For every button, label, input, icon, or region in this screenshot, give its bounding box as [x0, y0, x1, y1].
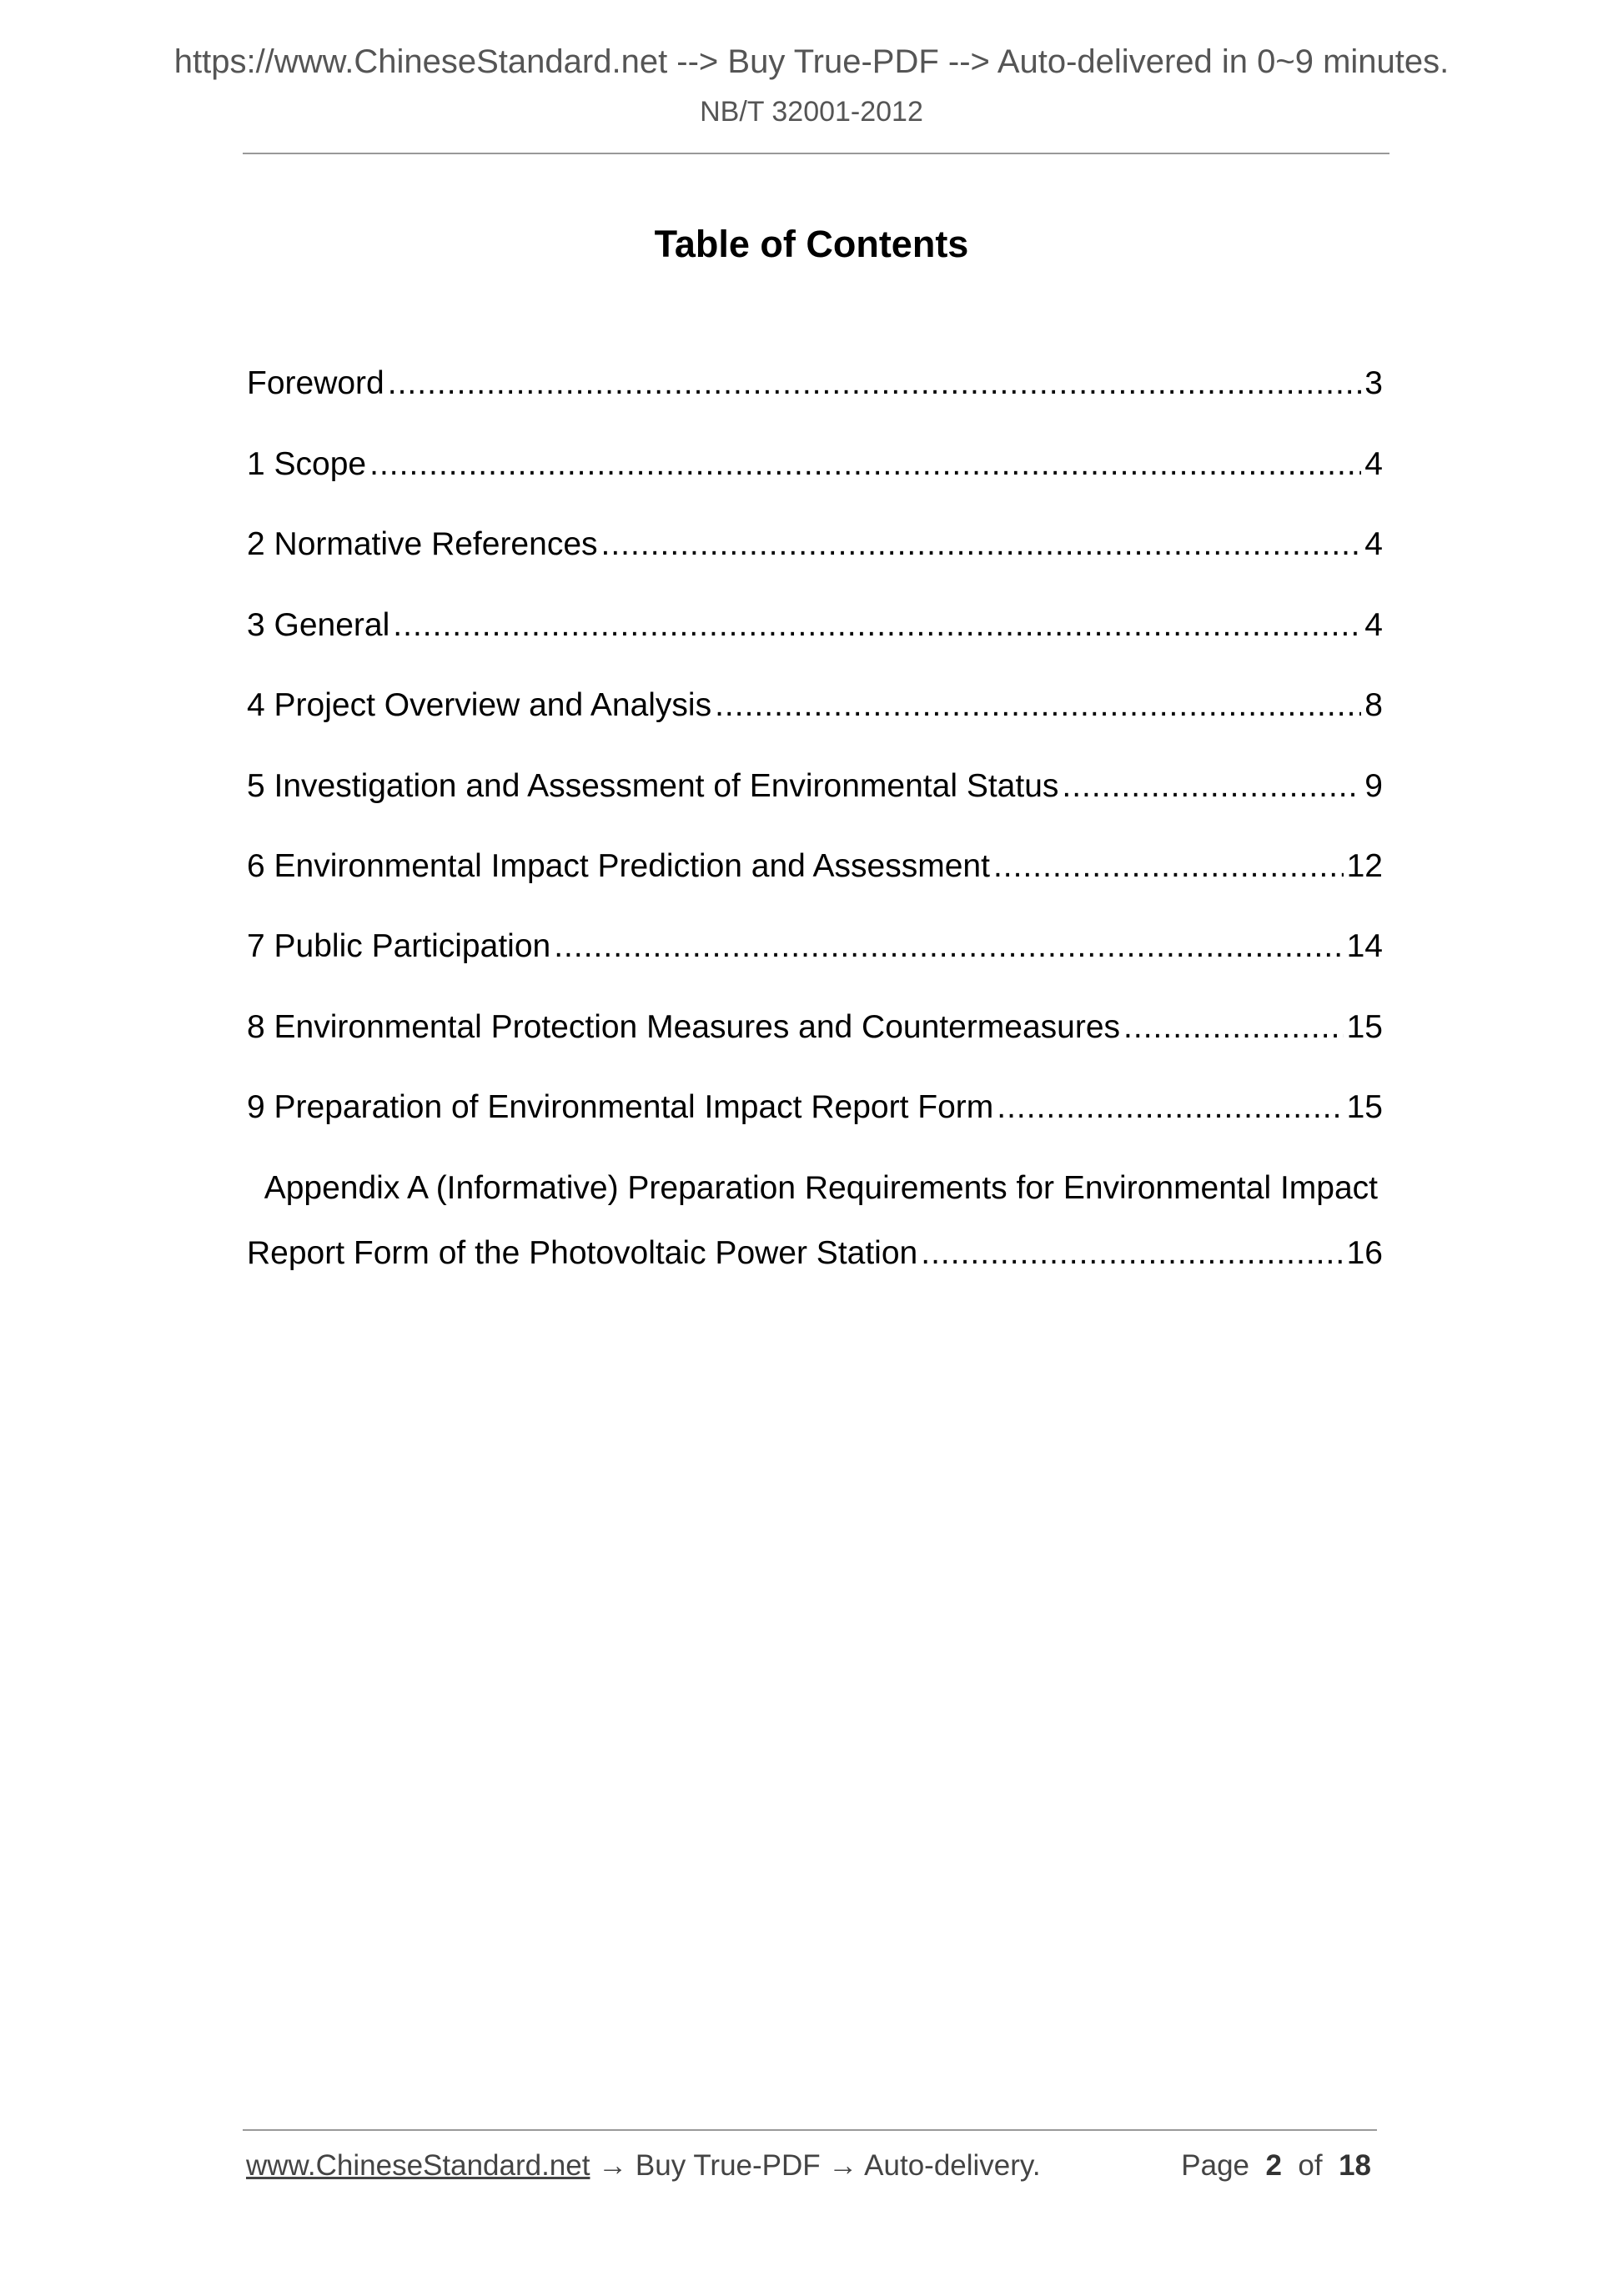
toc-entry-project-overview[interactable] [247, 685, 1383, 726]
dot-leader [715, 685, 1361, 726]
toc-entry-label: 6 Environmental Impact Prediction and Assessment [247, 848, 990, 884]
toc-entry-page: 4 [1364, 446, 1383, 482]
toc-entry-label: 7 Public Participation [247, 928, 551, 964]
toc-entry-appendix-a[interactable] [247, 1233, 1383, 1274]
toc-entry-foreword[interactable] [247, 363, 1383, 404]
toc-entry-protection-measures[interactable] [247, 1007, 1383, 1048]
dot-leader [1062, 766, 1361, 807]
toc-entry-page: 12 [1346, 848, 1383, 884]
footer-tagline: → Buy True-PDF → Auto-delivery. [598, 2149, 1041, 2182]
dot-leader [1123, 1007, 1344, 1048]
dot-leader [993, 846, 1344, 887]
header-url-line: https://www.ChineseStandard.net --> Buy True-PDF --> Auto-delivered in 0~9 minutes. [173, 43, 1450, 80]
toc-entry-page: 3 [1364, 365, 1383, 401]
toc-title: Table of Contents [654, 223, 969, 265]
page-number [1181, 2148, 1371, 2183]
toc-entry-page: 15 [1346, 1089, 1383, 1125]
footer-site-link[interactable]: www.ChineseStandard.net [246, 2149, 590, 2182]
toc-entry-normative-references[interactable] [247, 524, 1383, 565]
toc-entry-public-participation[interactable] [247, 926, 1383, 967]
toc-entry-label: 9 Preparation of Environmental Impact Report Form [247, 1089, 994, 1125]
header-divider [243, 153, 1389, 154]
toc-entry-page: 15 [1346, 1009, 1383, 1045]
toc-entry-scope[interactable] [247, 444, 1383, 485]
dot-leader [369, 444, 1361, 485]
footer-promo [246, 2148, 1041, 2183]
toc-entry-page: 4 [1364, 607, 1383, 643]
dot-leader [921, 1233, 1343, 1274]
toc-entry-label: Report Form of the Photovoltaic Power Station [247, 1235, 918, 1271]
dot-leader [393, 605, 1361, 646]
page-total: 18 [1339, 2149, 1371, 2182]
toc-entry-label: 3 General [247, 607, 390, 643]
toc-entry-report-form[interactable] [247, 1087, 1383, 1128]
dot-leader [388, 363, 1362, 404]
footer-divider [243, 2129, 1377, 2131]
dot-leader [997, 1087, 1343, 1128]
dot-leader [601, 524, 1362, 565]
page-word: Page [1181, 2149, 1250, 2182]
toc-entry-page: 16 [1346, 1235, 1383, 1271]
toc-entry-label: 8 Environmental Protection Measures and Countermeasures [247, 1009, 1121, 1045]
toc-entry-page: 9 [1364, 768, 1383, 804]
toc-entry-page: 14 [1346, 928, 1383, 964]
of-word: of [1298, 2149, 1323, 2182]
dot-leader [554, 926, 1343, 967]
toc-entry-impact-prediction[interactable] [247, 846, 1383, 887]
toc-entry-environmental-status[interactable] [247, 766, 1383, 807]
toc-entry-label: Foreword [247, 365, 384, 401]
toc-entry-label: 1 Scope [247, 446, 367, 482]
toc-entry-page: 4 [1364, 526, 1383, 562]
page-current: 2 [1265, 2149, 1282, 2182]
toc-entry-appendix-a-line1[interactable]: Appendix A (Informative) Preparation Requirements for Environmental Impact [264, 1170, 1378, 1206]
standard-code: NB/T 32001-2012 [700, 96, 923, 128]
toc-entry-label: 4 Project Overview and Analysis [247, 687, 712, 723]
toc-entry-label: 5 Investigation and Assessment of Environmental Status [247, 768, 1059, 804]
toc-entry-label: 2 Normative References [247, 526, 598, 562]
toc-entry-general[interactable] [247, 605, 1383, 646]
toc-entry-page: 8 [1364, 687, 1383, 723]
